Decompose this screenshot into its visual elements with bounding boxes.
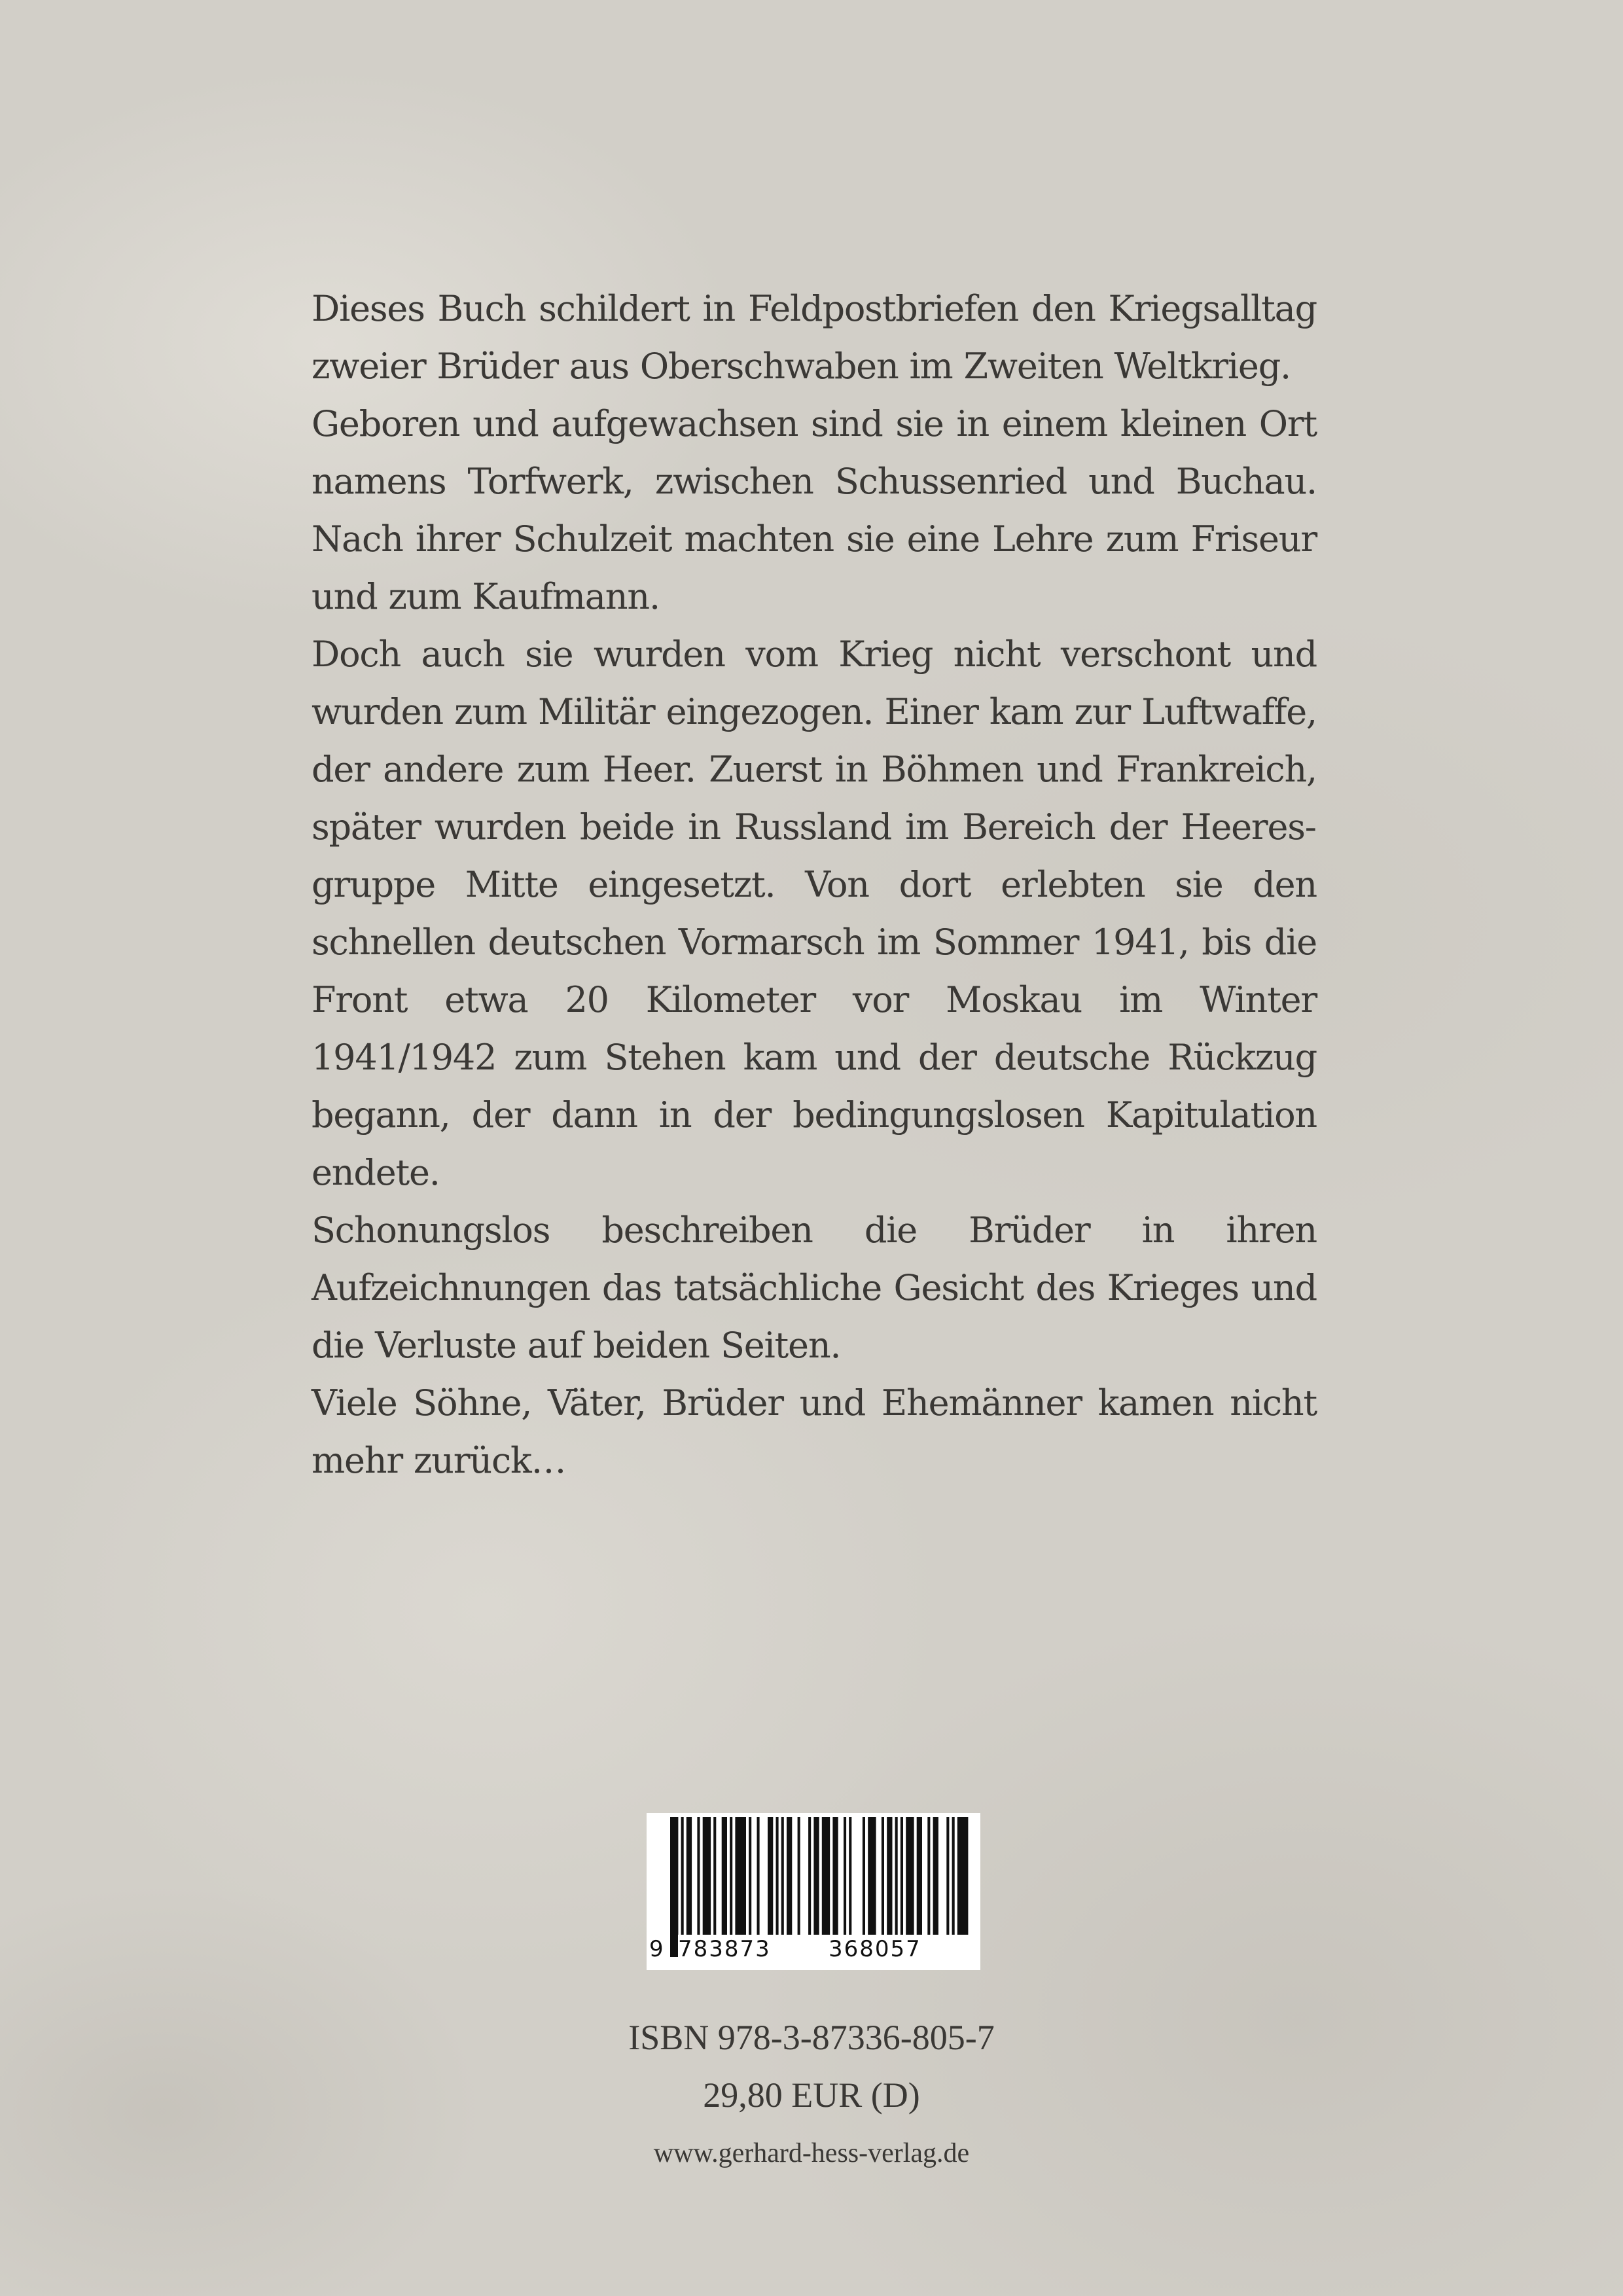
blurb-paragraph-3: Doch auch sie wurden vom Krieg nicht verschont und wurden zum Militär eingezogen. Einer kam zur Luftwaffe, der andere zum Heer. Zuerst in Böhmen und Frankreich, später wurden beide in Russland im Bereich der Heeresgruppe Mitte eingesetzt. Von dort erlebten sie den schnellen deutschen Vormarsch im Sommer 1941, bis die Front etwa 20 Kilometer vor Moskau im Winter 1941/1942 zum Stehen kam und der deutsche Rückzug begann, der dann in der bedingungslosen Kapitulation endete. — [312, 634, 1317, 1193]
barcode-bar — [895, 1817, 898, 1935]
blurb-paragraph-2: Geboren und aufgewachsen sind sie in einem kleinen Ort namens Torfwerk, zwischen Schussenried und Buchau. Nach ihrer Schulzeit machten sie eine Lehre zum Friseur und zum Kaufmann. — [312, 403, 1317, 617]
barcode-bar — [722, 1817, 727, 1935]
barcode-bar — [730, 1817, 732, 1935]
barcode-bar — [787, 1817, 792, 1935]
barcode-bar — [849, 1817, 851, 1935]
blurb-text — [312, 280, 1317, 1490]
barcode-bar — [901, 1817, 903, 1935]
publisher-website: www.gerhard-hess-verlag.de — [653, 2138, 970, 2168]
barcode-bar — [703, 1817, 711, 1935]
barcode-bar — [927, 1817, 930, 1935]
blurb-paragraph-4: Schonungslos beschreiben die Brüder in ihren Aufzeichnungen das tatsächliche Gesicht des Krieges und die Verluste auf beiden Seiten. — [312, 1210, 1317, 1366]
blurb-paragraph-1: Dieses Buch schildert in Feldpostbriefen den Kriegsalltag zweier Brüder aus Oberschwaben im Zweiten Weltkrieg. — [312, 288, 1317, 387]
barcode-bar — [781, 1817, 784, 1935]
barcode-bar — [887, 1817, 892, 1935]
barcode-bar — [863, 1817, 865, 1935]
barcode-bar — [808, 1817, 811, 1935]
barcode-bar — [917, 1817, 922, 1935]
barcode-bar — [768, 1817, 773, 1935]
price: 29,80 EUR (D) — [703, 2075, 920, 2115]
barcode-bar — [844, 1817, 846, 1935]
barcode-bar — [798, 1817, 800, 1935]
barcode-bar — [952, 1817, 955, 1935]
barcode-bar — [713, 1817, 716, 1935]
barcode-bar — [776, 1817, 779, 1935]
barcode-first-digit: 9 — [649, 1936, 664, 1962]
barcode-bar — [822, 1817, 830, 1935]
barcode-right-digits: 368057 — [829, 1936, 921, 1962]
isbn-barcode — [647, 1813, 980, 1970]
barcode-bar — [687, 1817, 692, 1935]
barcode-bar — [757, 1817, 760, 1935]
barcode-bar — [813, 1817, 819, 1935]
barcode-bar — [735, 1817, 746, 1935]
isbn-number: ISBN 978-3-87336-805-7 — [628, 2018, 995, 2057]
barcode-bar — [957, 1817, 969, 1935]
blurb-paragraph-5: Viele Söhne, Väter, Brüder und Ehemänner kamen nicht mehr zurück… — [312, 1382, 1317, 1481]
barcode-bar — [832, 1817, 838, 1935]
barcode-bar — [933, 1817, 938, 1935]
barcode-bar — [697, 1817, 700, 1935]
barcode-bar — [906, 1817, 914, 1935]
barcode-left-digits: 783873 — [678, 1936, 771, 1962]
barcode-bar — [946, 1817, 949, 1935]
barcode-bar — [670, 1817, 678, 1957]
barcode-bar — [749, 1817, 751, 1935]
